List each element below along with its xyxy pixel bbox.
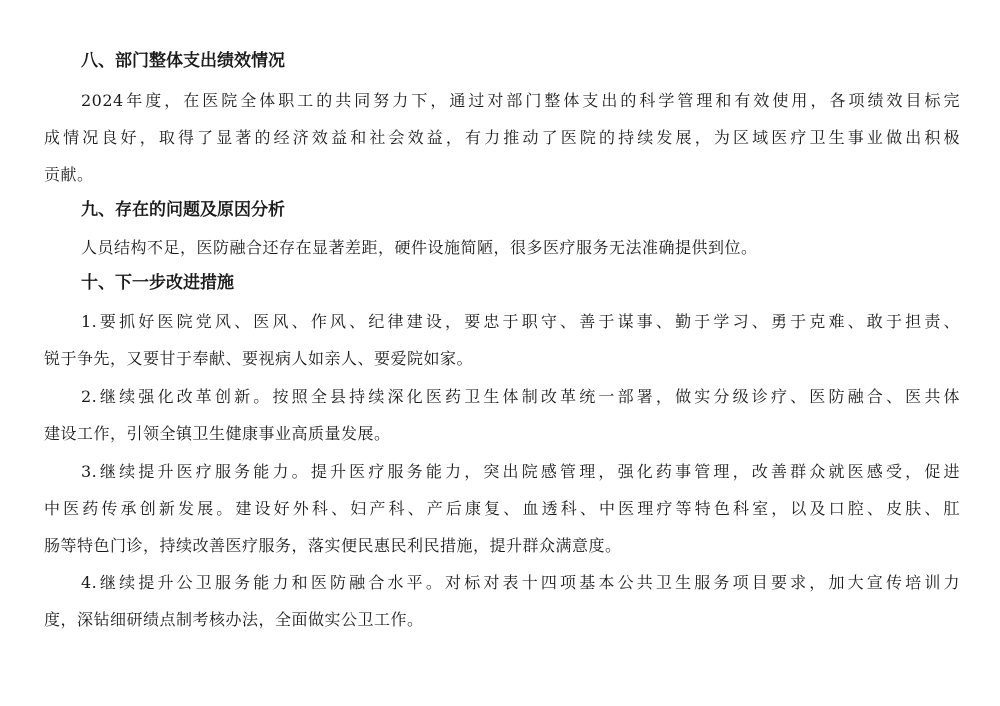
list-item-4 bbox=[44, 564, 960, 638]
text-line: 贡献。 bbox=[44, 165, 94, 184]
text-line: 度，深钻细研绩点制考核办法，全面做实公卫工作。 bbox=[44, 610, 424, 629]
list-item-3 bbox=[44, 453, 960, 564]
text-line: 4.继续提升公卫服务能力和医防融合水平。对标对表十四项基本公共卫生服务项目要求，加大宣传培训力 bbox=[81, 573, 960, 592]
text-line: 成情况良好，取得了显著的经济效益和社会效益，有力推动了医院的持续发展，为区域医疗卫生事业做出积极 bbox=[44, 128, 960, 147]
text-line: 人员结构不足，医防融合还存在显著差距，硬件设施简陋，很多医疗服务无法准确提供到位。 bbox=[81, 238, 758, 257]
paragraph-performance bbox=[44, 82, 960, 193]
text-line: 锐于争先，又要甘于奉献、要视病人如亲人、要爱院如家。 bbox=[44, 349, 474, 368]
section-heading-8: 八、部门整体支出绩效情况 bbox=[81, 51, 285, 71]
text-line: 1.要抓好医院党风、医风、作风、纪律建设，要忠于职守、善于谋事、勤于学习、勇于克难、敢于担责、 bbox=[81, 312, 960, 331]
section-heading-9: 九、存在的问题及原因分析 bbox=[81, 200, 285, 220]
paragraph-problems bbox=[44, 229, 960, 266]
text-line: 2.继续强化改革创新。按照全县持续深化医药卫生体制改革统一部署，做实分级诊疗、医防融合、医共体 bbox=[81, 387, 960, 406]
list-item-1 bbox=[44, 303, 960, 377]
text-line: 肠等特色门诊，持续改善医疗服务，落实便民惠民利民措施，提升群众满意度。 bbox=[44, 536, 622, 555]
text-line: 2024年度，在医院全体职工的共同努力下，通过对部门整体支出的科学管理和有效使用，各项绩效目标完 bbox=[81, 91, 960, 110]
text-line: 中医药传承创新发展。建设好外科、妇产科、产后康复、血透科、中医理疗等特色科室，以及口腔、皮肤、肛 bbox=[44, 499, 960, 518]
section-heading-10: 十、下一步改进措施 bbox=[81, 273, 234, 293]
text-line: 建设工作，引领全镇卫生健康事业高质量发展。 bbox=[44, 424, 391, 443]
text-line: 3.继续提升医疗服务能力。提升医疗服务能力，突出院感管理，强化药事管理，改善群众就医感受，促进 bbox=[81, 462, 960, 481]
list-item-2 bbox=[44, 378, 960, 452]
